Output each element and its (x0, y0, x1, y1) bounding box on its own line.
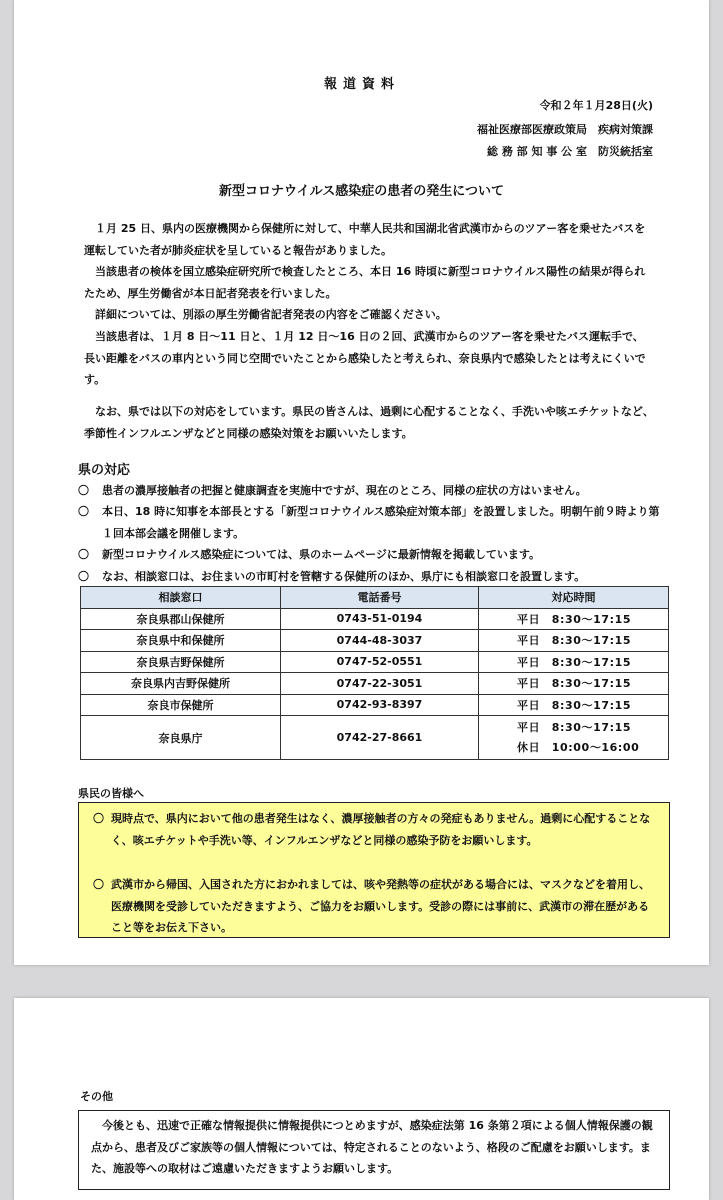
column-header-phone: 電話番号 (281, 587, 479, 609)
table-row (81, 716, 669, 760)
cell-hours: 平日 8:30～17:15 (479, 651, 669, 673)
cell-phone: 0747-22-3051 (281, 673, 479, 695)
prefecture-item-text: 新型コロナウイルス感染症については、県のホームページに最新情報を掲載しています。 (102, 548, 541, 561)
paragraph-report: １月 25 日、県内の医療機関から保健所に対して、中華人民共和国湖北省武漢市からのツアー客を乗せたバスを運転していた者が肺炎症状を呈していると報告がありました。 (84, 222, 646, 257)
cell-window-name: 奈良県庁 (81, 716, 281, 760)
table-header-row (81, 587, 669, 609)
document-page-1 (14, 0, 709, 965)
paragraph-patient-info: 当該患者は、１月 8 日～11 日と、１月 12 日～16 日の２回、武漢市からのツアー客を乗せたバス運転手で、長い距離をバスの車内という同じ空間でいたことから感染したと考えられ、奈良県内で感染したとは考えにくいです。 (84, 330, 646, 386)
cell-window-name: 奈良県郡山保健所 (81, 608, 281, 630)
consultation-table (80, 586, 669, 760)
prefecture-item-text: なお、相談窓口は、お住まいの市町村を管轄する保健所のほか、県庁にも相談窓口を設置します。 (102, 570, 586, 583)
cell-phone: 0742-93-8397 (281, 694, 479, 716)
circle-bullet-icon: 〇 (78, 548, 89, 561)
cell-hours: 平日 8:30～17:15 (479, 694, 669, 716)
prefecture-item (78, 544, 668, 566)
column-header-window: 相談窓口 (81, 587, 281, 609)
holiday-hours: 休日 10:00～16:00 (517, 740, 640, 754)
circle-bullet-icon: 〇 (78, 570, 89, 583)
cell-hours: 平日 8:30～17:15 (479, 673, 669, 695)
prefecture-item (78, 501, 668, 544)
cell-hours: 平日 8:30～17:15 (479, 630, 669, 652)
document-title: 新型コロナウイルス感染症の患者の発生について (219, 184, 504, 199)
prefecture-item (78, 480, 668, 502)
table-row (81, 630, 669, 652)
prefecture-response-heading: 県の対応 (78, 463, 131, 478)
document-page-2 (14, 998, 709, 1200)
table-row (81, 694, 669, 716)
citizens-item (93, 874, 653, 939)
cell-hours: 平日 8:30～17:15 (479, 608, 669, 630)
citizens-item-text: 武漢市から帰国、入国された方におかれましては、咳や発熱等の症状がある場合には、マスクなどを着用し、医療機関を受診していただきますよう、ご協力をお願いします。受診の際には事前に、武漢市の滞在歴があること等をお伝え下さい。 (111, 878, 650, 934)
column-header-hours: 対応時間 (479, 587, 669, 609)
citizens-item (93, 808, 653, 851)
circle-bullet-icon: 〇 (93, 812, 104, 825)
cell-window-name: 奈良市保健所 (81, 694, 281, 716)
paragraph-test-result: 当該患者の検体を国立感染症研究所で検査したところ、本日 16 時頃に新型コロナウイルス陽性の結果が得られたため、厚生労働省が本日記者発表を行いました。 (84, 265, 646, 300)
other-notice-box: 今後とも、迅速で正確な情報提供に情報提供につとめますが、感染症法第 16 条第２項による個人情報保護の観点から、患者及びご家族等の個人情報については、特定されることのないよう、格段のご配慮をお願いします。また、施設等への取材はご遠慮いただきますようお願いします。 (78, 1110, 670, 1190)
cell-phone: 0744-48-3037 (281, 630, 479, 652)
cell-phone: 0743-51-0194 (281, 608, 479, 630)
citizens-notice-box (78, 802, 670, 938)
citizens-item-text: 現時点で、県内において他の患者発生はなく、濃厚接触者の方々の発症もありません。過剰に心配することなく、咳エチケットや手洗い等、インフルエンザなどと同様の感染予防をお願いします。 (111, 812, 651, 847)
cell-hours (479, 716, 669, 760)
table-row (81, 673, 669, 695)
citizens-notice-heading: 県民の皆様へ (78, 787, 144, 800)
department-general-affairs: 総 務 部 知 事 公 室 防災統括室 (487, 145, 653, 158)
department-health: 福祉医療部医療政策局 疾病対策課 (477, 123, 653, 136)
cell-phone: 0747-52-0551 (281, 651, 479, 673)
weekday-hours: 平日 8:30～17:15 (517, 720, 632, 734)
circle-bullet-icon: 〇 (78, 505, 89, 518)
table-row (81, 651, 669, 673)
document-date: 令和２年１月28日(火) (539, 99, 653, 112)
cell-window-name: 奈良県吉野保健所 (81, 651, 281, 673)
other-heading: その他 (80, 1090, 113, 1103)
prefecture-item (78, 566, 668, 588)
prefecture-item-text: 患者の濃厚接触者の把握と健康調査を実施中ですが、現在のところ、同様の症状の方はいません。 (102, 484, 587, 497)
cell-window-name: 奈良県中和保健所 (81, 630, 281, 652)
paragraph-details: 詳細については、別添の厚生労働省記者発表の内容をご確認ください。 (95, 308, 447, 321)
document-label: 報道資料 (324, 77, 401, 92)
paragraph-request: なお、県では以下の対応をしています。県民の皆さんは、過剰に心配することなく、手洗いや咳エチケットなど、季節性インフルエンザなどと同様の感染対策をお願いいたします。 (84, 405, 654, 440)
cell-phone: 0742-27-8661 (281, 716, 479, 760)
cell-window-name: 奈良県内吉野保健所 (81, 673, 281, 695)
circle-bullet-icon: 〇 (78, 484, 89, 497)
circle-bullet-icon: 〇 (93, 878, 104, 891)
prefecture-item-text: 本日、18 時に知事を本部長とする「新型コロナウイルス感染症対策本部」を設置しました。明朝午前９時より第１回本部会議を開催します。 (102, 505, 660, 540)
table-row (81, 608, 669, 630)
